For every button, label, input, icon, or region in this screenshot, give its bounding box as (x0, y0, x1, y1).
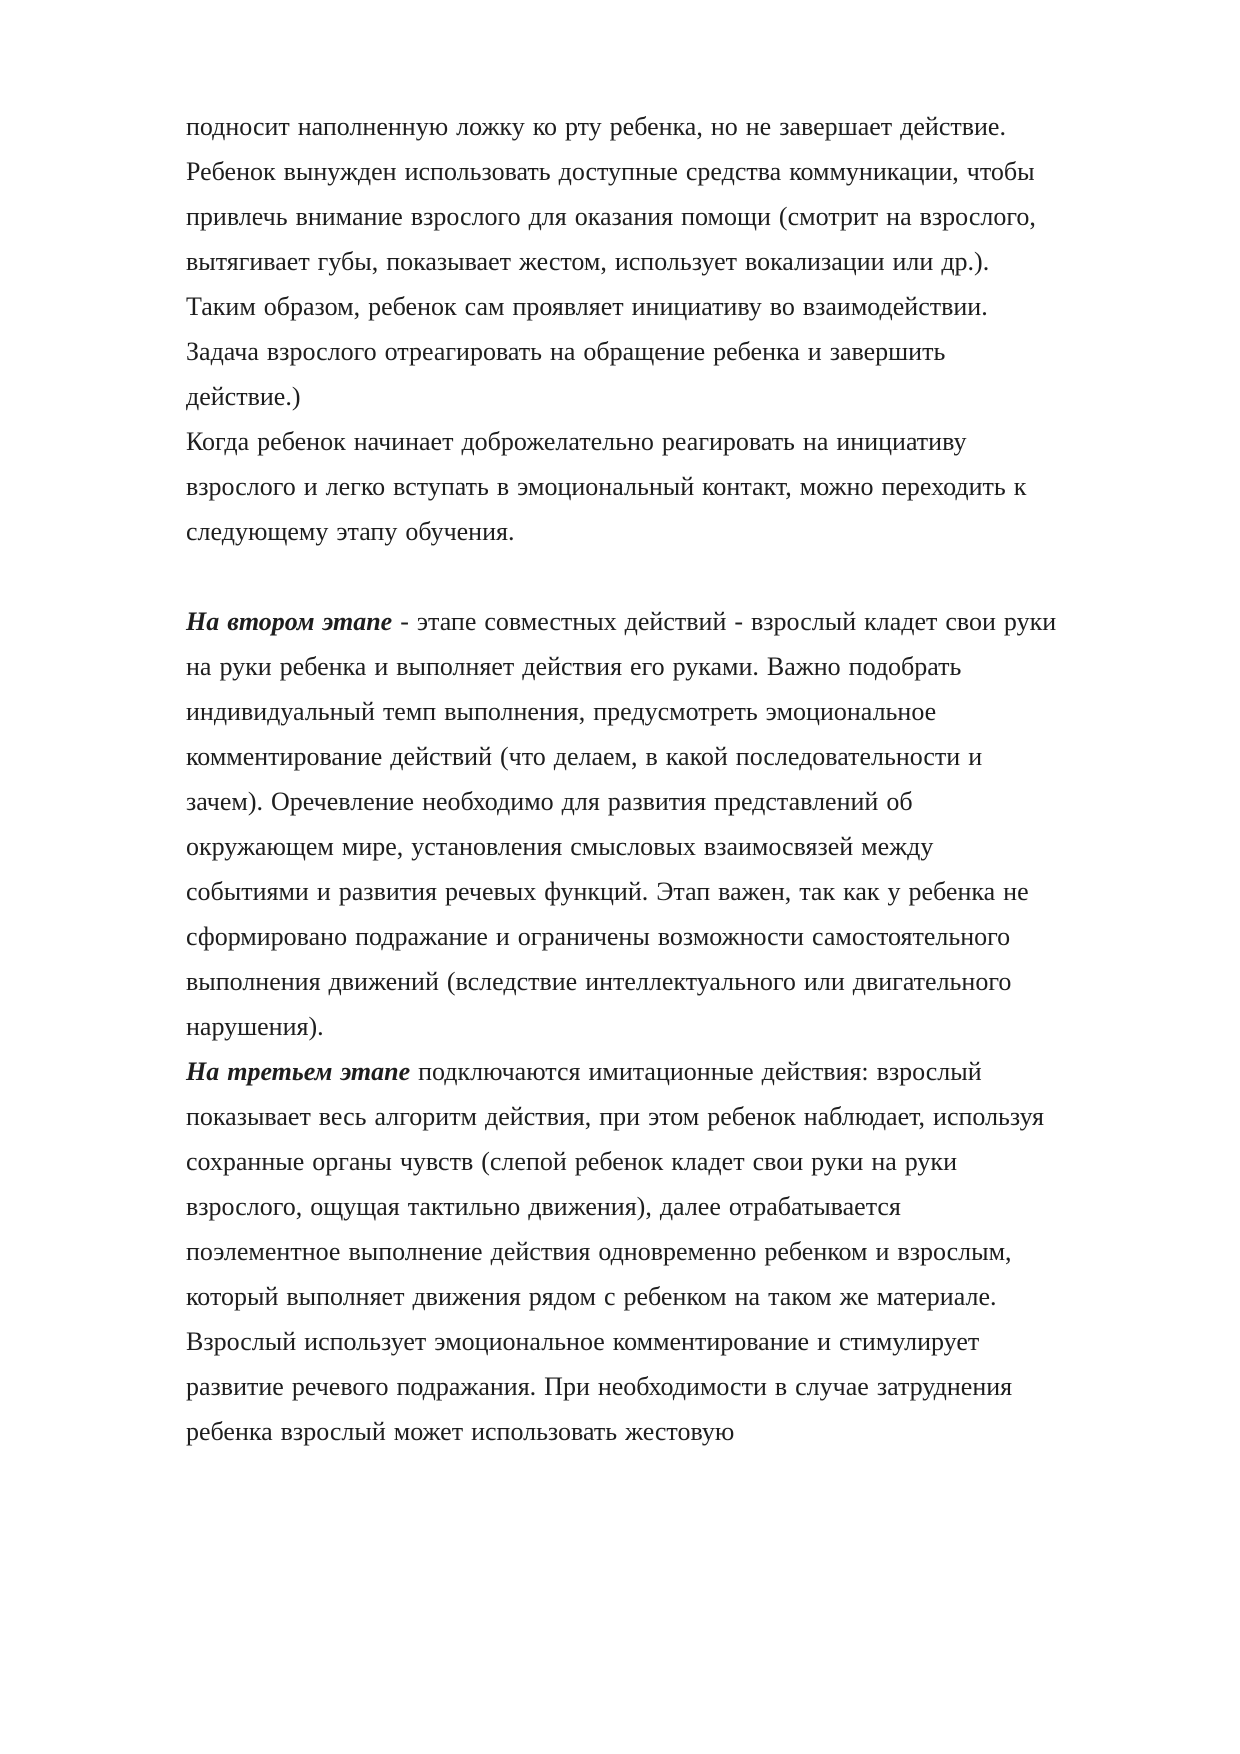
text-run: Когда ребенок начинает доброжелательно реагировать на инициативу взрослого и легко вступать в эмоциональный контакт, можно переходить к следующему этапу обучения. (186, 427, 1027, 546)
paragraph (186, 104, 1057, 419)
paragraph (186, 419, 1057, 554)
text-run-emphasis: На втором этапе (186, 607, 393, 636)
blank-line (186, 554, 1057, 599)
text-run: подключаются имитационные действия: взрослый показывает весь алгоритм действия, при этом ребенок наблюдает, используя сохранные органы чувств (слепой ребенок кладет свои руки на руки взрослого, ощущая тактильно движения), далее отрабатывается поэлементное выполнение действия одновременно ребенком и взрослым, который выполняет движения рядом с ребенком на таком же материале. Взрослый использует эмоциональное комментирование и стимулирует развитие речевого подражания. При необходимости в случае затруднения ребенка взрослый может использовать жестовую (186, 1057, 1044, 1446)
text-run-emphasis: На третьем этапе (186, 1057, 411, 1086)
paragraph (186, 599, 1057, 1049)
paragraph (186, 1049, 1057, 1454)
text-run: - этапе совместных действий - взрослый кладет свои руки на руки ребенка и выполняет действия его руками. Важно подобрать индивидуальный темп выполнения, предусмотреть эмоциональное комментирование действий (что делаем, в какой последовательности и зачем). Оречевление необходимо для развития представлений об окружающем мире, установления смысловых взаимосвязей между событиями и развития речевых функций. Этап важен, так как у ребенка не сформировано подражание и ограничены возможности самостоятельного выполнения движений (вследствие интеллектуального или двигательного нарушения). (186, 607, 1057, 1041)
document-body (186, 104, 1057, 1454)
text-run: подносит наполненную ложку ко рту ребенка, но не завершает действие. Ребенок вынужден использовать доступные средства коммуникации, чтобы привлечь внимание взрослого для оказания помощи (смотрит на взрослого, вытягивает губы, показывает жестом, использует вокализации или др.). Таким образом, ребенок сам проявляет инициативу во взаимодействии. Задача взрослого отреагировать на обращение ребенка и завершить действие.) (186, 112, 1036, 411)
